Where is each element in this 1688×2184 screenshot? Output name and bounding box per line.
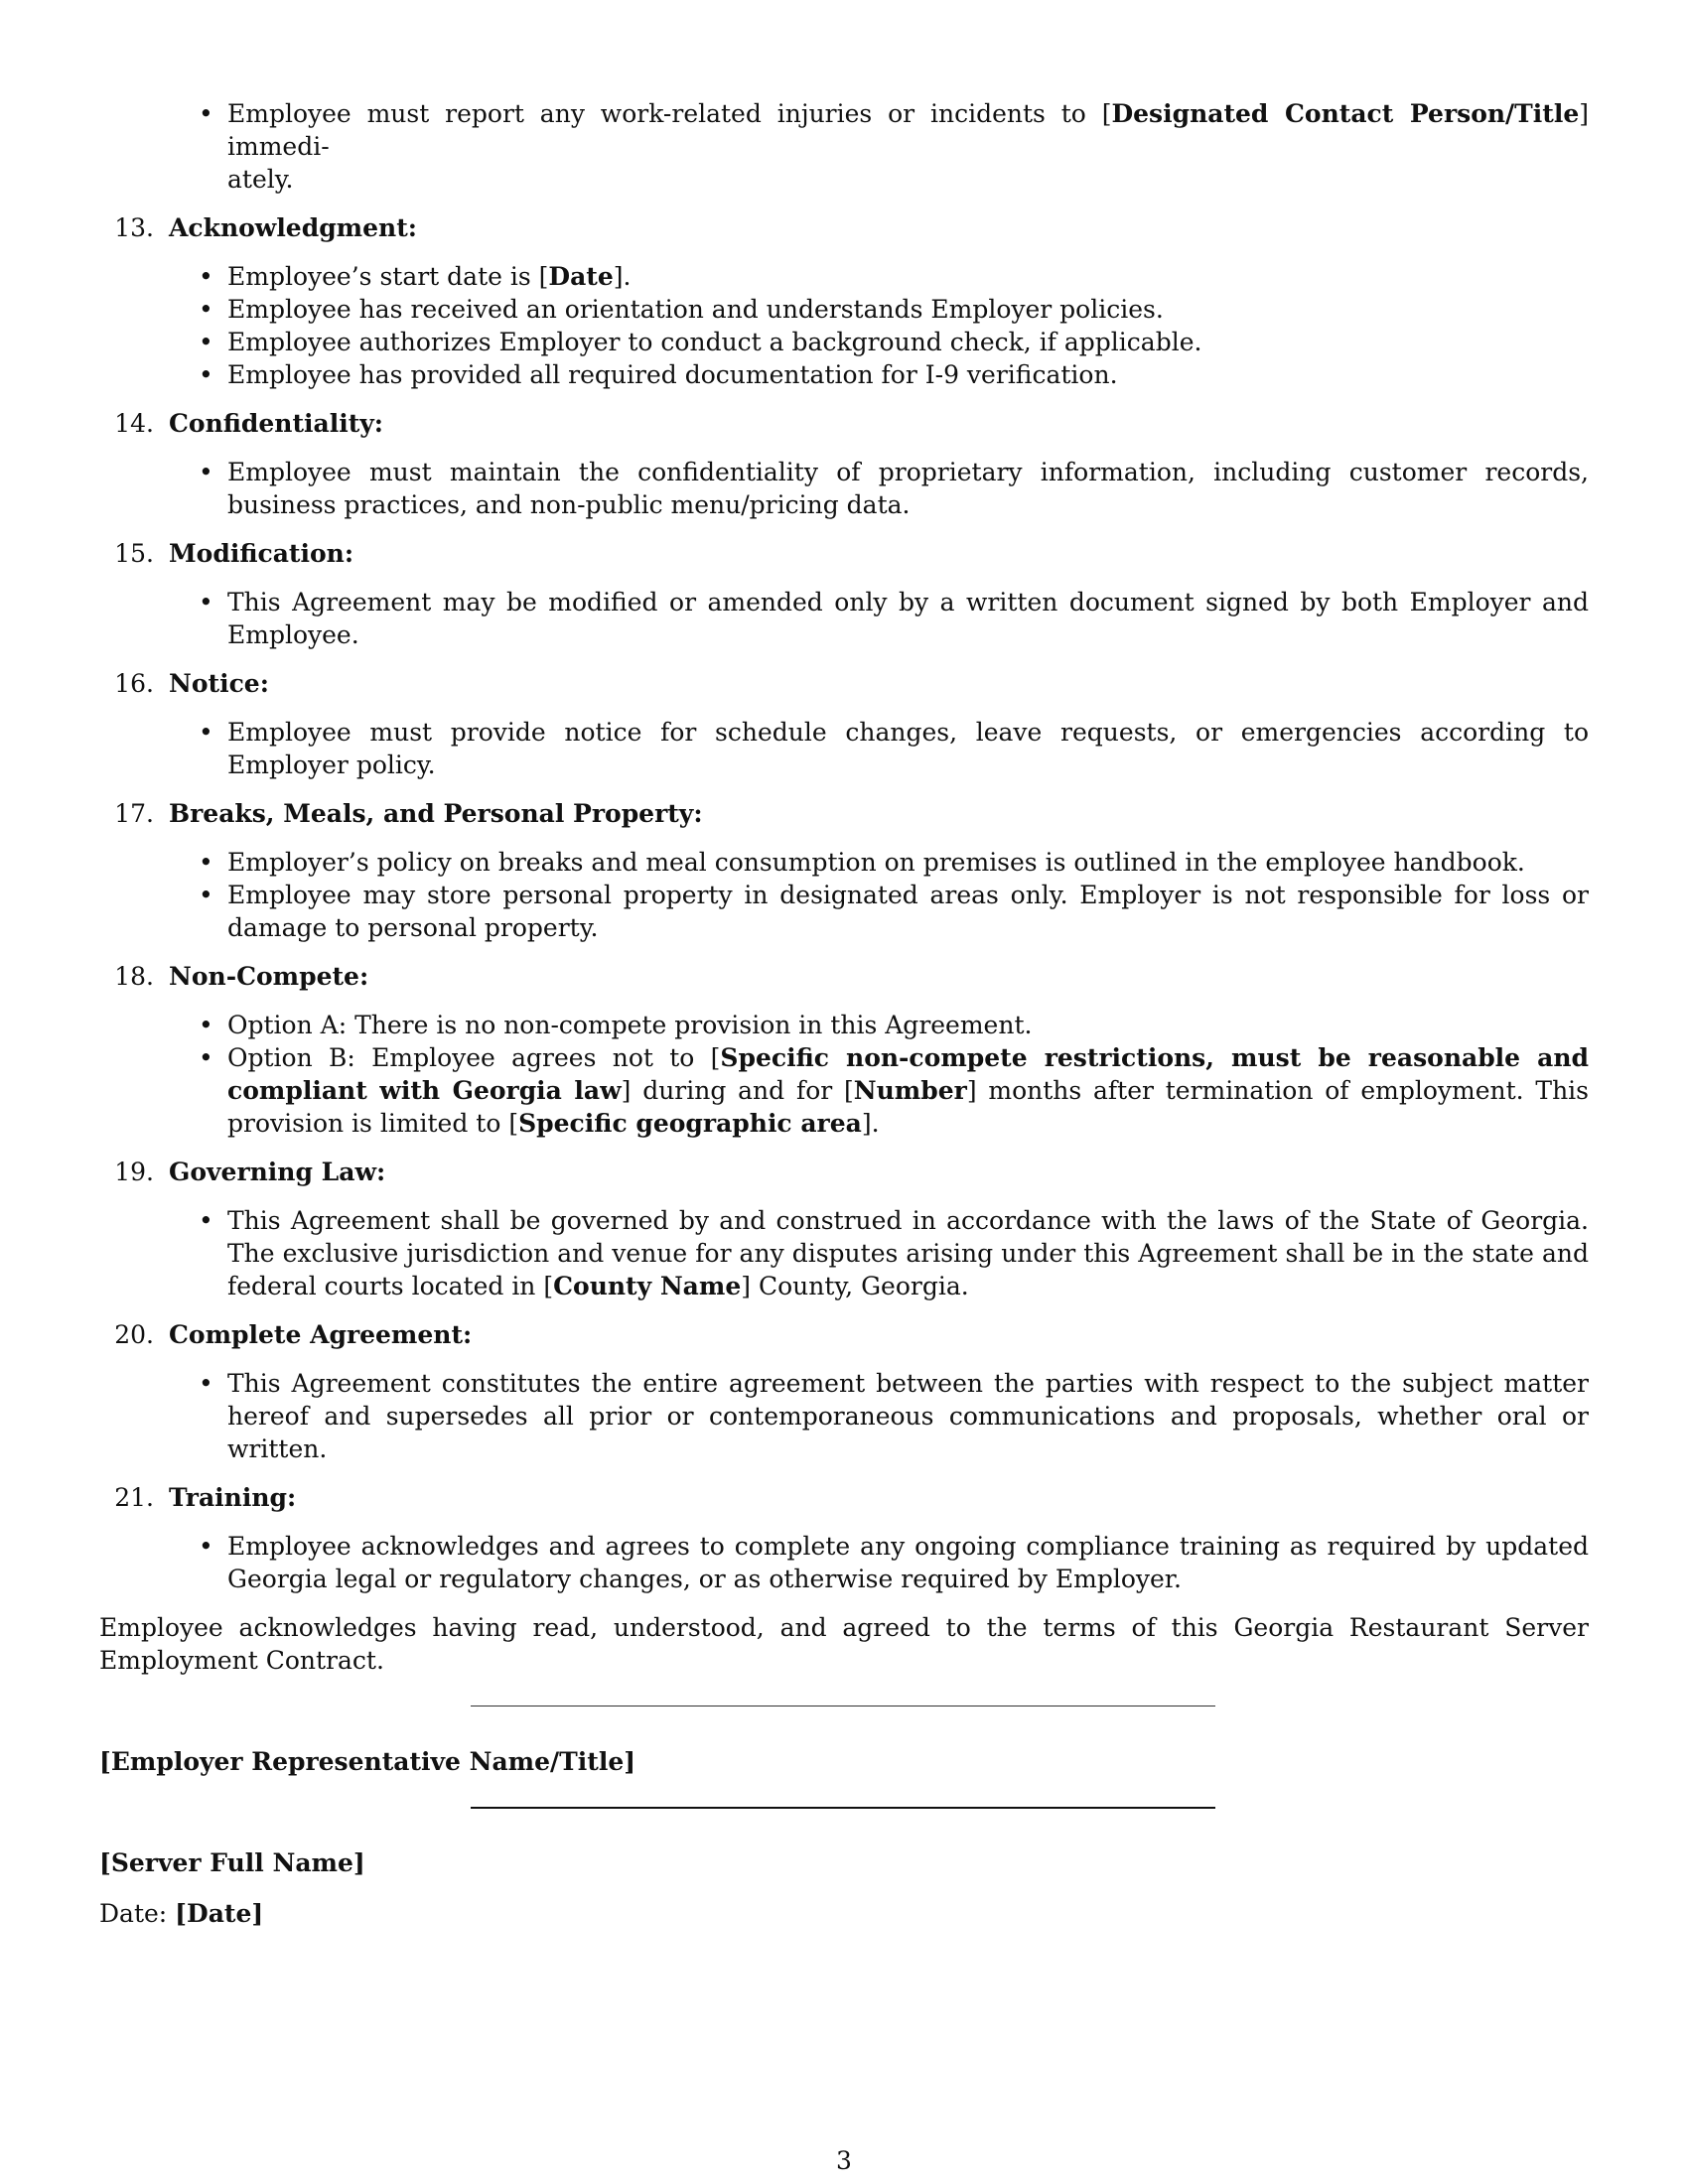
server-signature-label: [Server Full Name] xyxy=(99,1848,365,1877)
section-heading-16: 16. Notice: xyxy=(114,669,269,698)
list-item: • Option B: Employee agrees not to [Specific non-compete restrictions, must be reasonable and compliant with Georgia law] during and for [Number] months after termination of employment. This provision is limited to [Specific geographic area]. xyxy=(99,1041,1589,1140)
section-heading-14: 14. Confidentiality: xyxy=(114,409,384,438)
document-page xyxy=(99,97,1589,1930)
list-item: • Employee must provide notice for schedule changes, leave requests, or emergencies according to Employer policy. xyxy=(99,716,1589,781)
list-item: • Employee must maintain the confidentiality of proprietary information, including customer records, business practices, and non-public menu/pricing data. xyxy=(99,456,1589,521)
list-item: • This Agreement shall be governed by and construed in accordance with the laws of the State of Georgia. The exclusive jurisdiction and venue for any disputes arising under this Agreement shall be in the state and federal courts located in [County Name] County, Georgia. xyxy=(99,1204,1589,1302)
server-signature-line xyxy=(99,1807,1589,1846)
list-item: • Employee’s start date is [Date]. xyxy=(99,260,1589,293)
list-item: • This Agreement constitutes the entire agreement between the parties with respect to the subject matter hereof and supersedes all prior or contemporaneous communications and proposals, whether oral or written. xyxy=(99,1367,1589,1465)
section-heading-21: 21. Training: xyxy=(114,1483,297,1512)
list-item: • Employee acknowledges and agrees to complete any ongoing compliance training as required by updated Georgia legal or regulatory changes, or as otherwise required by Employer. xyxy=(99,1530,1589,1595)
employer-signature-line xyxy=(99,1706,1589,1745)
date-line: Date: [Date] xyxy=(99,1899,264,1928)
list-item: • Employee has provided all required documentation for I-9 verification. xyxy=(99,358,1589,391)
list-item: • Option A: There is no non-compete provision in this Agreement. xyxy=(99,1009,1589,1041)
section-heading-20: 20. Complete Agreement: xyxy=(114,1320,473,1349)
list-item: • Employee has received an orientation and understands Employer policies. xyxy=(99,293,1589,326)
section-heading-18: 18. Non-Compete: xyxy=(114,962,369,991)
section-heading-17: 17. Breaks, Meals, and Personal Property: xyxy=(114,799,703,828)
list-item: • Employee authorizes Employer to conduct a background check, if applicable. xyxy=(99,326,1589,358)
section-heading-13: 13. Acknowledgment: xyxy=(114,213,417,242)
list-item: • This Agreement may be modified or amended only by a written document signed by both Employer and Employee. xyxy=(99,586,1589,651)
list-item: • Employee must report any work-related injuries or incidents to [Designated Contact Person/Title] immedi- ately. xyxy=(99,97,1589,196)
list-item: • Employer’s policy on breaks and meal consumption on premises is outlined in the employee handbook. xyxy=(99,846,1589,879)
closing-statement: Employee acknowledges having read, understood, and agreed to the terms of this Georgia Restaurant Server Employment Contract. xyxy=(99,1613,1589,1675)
page-number: 3 xyxy=(836,2146,852,2175)
employer-signature-label: [Employer Representative Name/Title] xyxy=(99,1747,636,1776)
list-item: • Employee may store personal property in designated areas only. Employer is not responsible for loss or damage to personal property. xyxy=(99,879,1589,944)
section-heading-15: 15. Modification: xyxy=(114,539,354,568)
section-heading-19: 19. Governing Law: xyxy=(114,1158,386,1186)
